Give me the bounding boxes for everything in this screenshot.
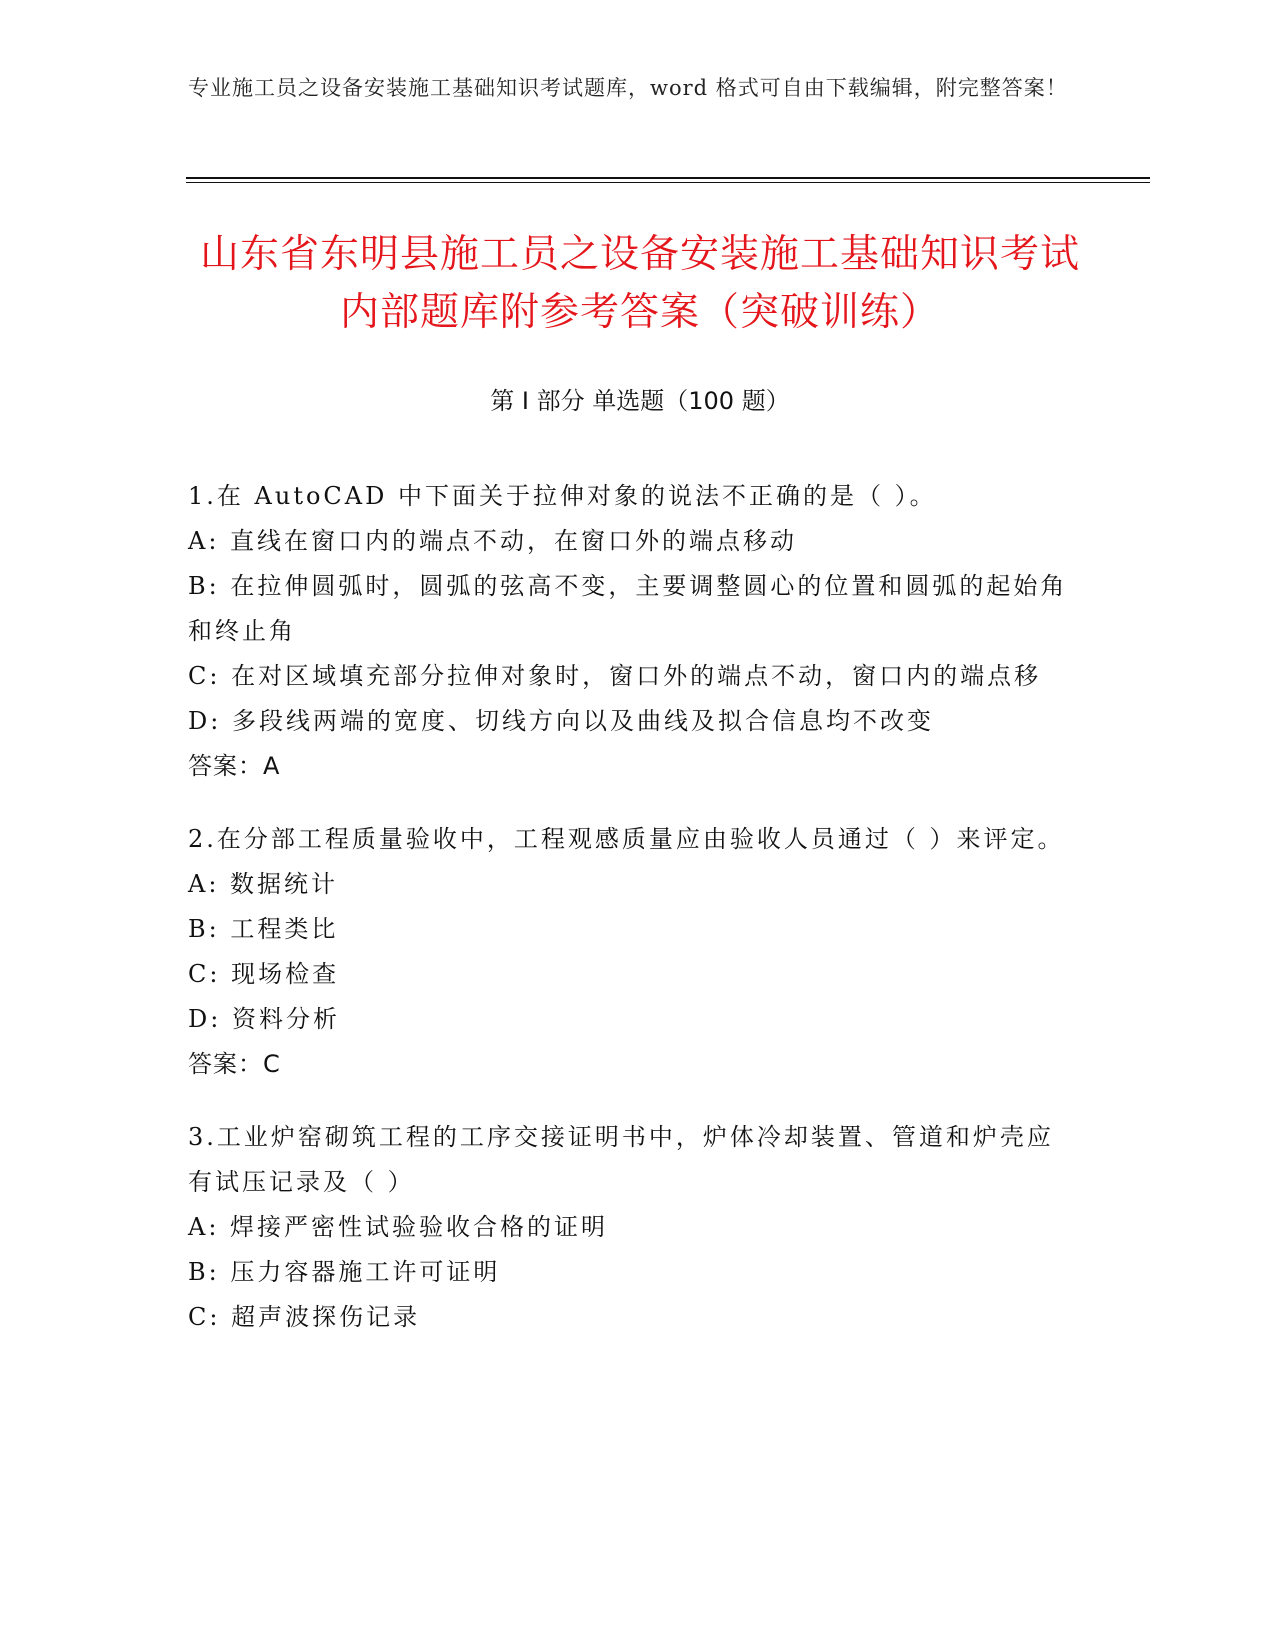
option-b: B: 工程类比 bbox=[188, 915, 339, 943]
header-note: 专业施工员之设备安装施工基础知识考试题库，word 格式可自由下载编辑，附完整答案！ bbox=[188, 76, 1068, 100]
option-d: D: 多段线两端的宽度、切线方向以及曲线及拟合信息均不改变 bbox=[188, 707, 934, 735]
question-stem: 1.在 AutoCAD 中下面关于拉伸对象的说法不正确的是（ ）。 bbox=[188, 482, 937, 510]
question-list bbox=[188, 474, 1068, 1368]
option-b: B: 压力容器施工许可证明 bbox=[188, 1258, 501, 1286]
question-2 bbox=[188, 817, 1068, 1087]
option-c: C: 在对区域填充部分拉伸对象时，窗口外的端点不动，窗口内的端点移 bbox=[188, 662, 1042, 690]
header-divider-thin bbox=[186, 182, 1150, 183]
question-stem: 2.在分部工程质量验收中，工程观感质量应由验收人员通过（ ）来评定。 bbox=[188, 825, 1065, 853]
question-3 bbox=[188, 1115, 1068, 1340]
option-c: C: 现场检查 bbox=[188, 960, 340, 988]
option-c: C: 超声波探伤记录 bbox=[188, 1303, 421, 1331]
question-stem: 3.工业炉窑砌筑工程的工序交接证明书中，炉体冷却装置、管道和炉壳应有试压记录及（ ） bbox=[188, 1123, 1054, 1196]
option-a: A: 焊接严密性试验验收合格的证明 bbox=[188, 1213, 609, 1241]
section-heading: 第 I 部分 单选题（100 题） bbox=[490, 387, 790, 415]
question-1 bbox=[188, 474, 1068, 789]
header-divider-thick bbox=[186, 177, 1150, 179]
option-a: A: 数据统计 bbox=[188, 870, 339, 898]
option-b: B: 在拉伸圆弧时，圆弧的弦高不变，主要调整圆心的位置和圆弧的起始角和终止角 bbox=[188, 572, 1068, 645]
answer: 答案：C bbox=[188, 1050, 281, 1078]
answer: 答案：A bbox=[188, 752, 281, 780]
option-d: D: 资料分析 bbox=[188, 1005, 340, 1033]
document-title: 山东省东明县施工员之设备安装施工基础知识考试内部题库附参考答案（突破训练） bbox=[199, 232, 1080, 335]
option-a: A: 直线在窗口内的端点不动，在窗口外的端点移动 bbox=[188, 527, 798, 555]
